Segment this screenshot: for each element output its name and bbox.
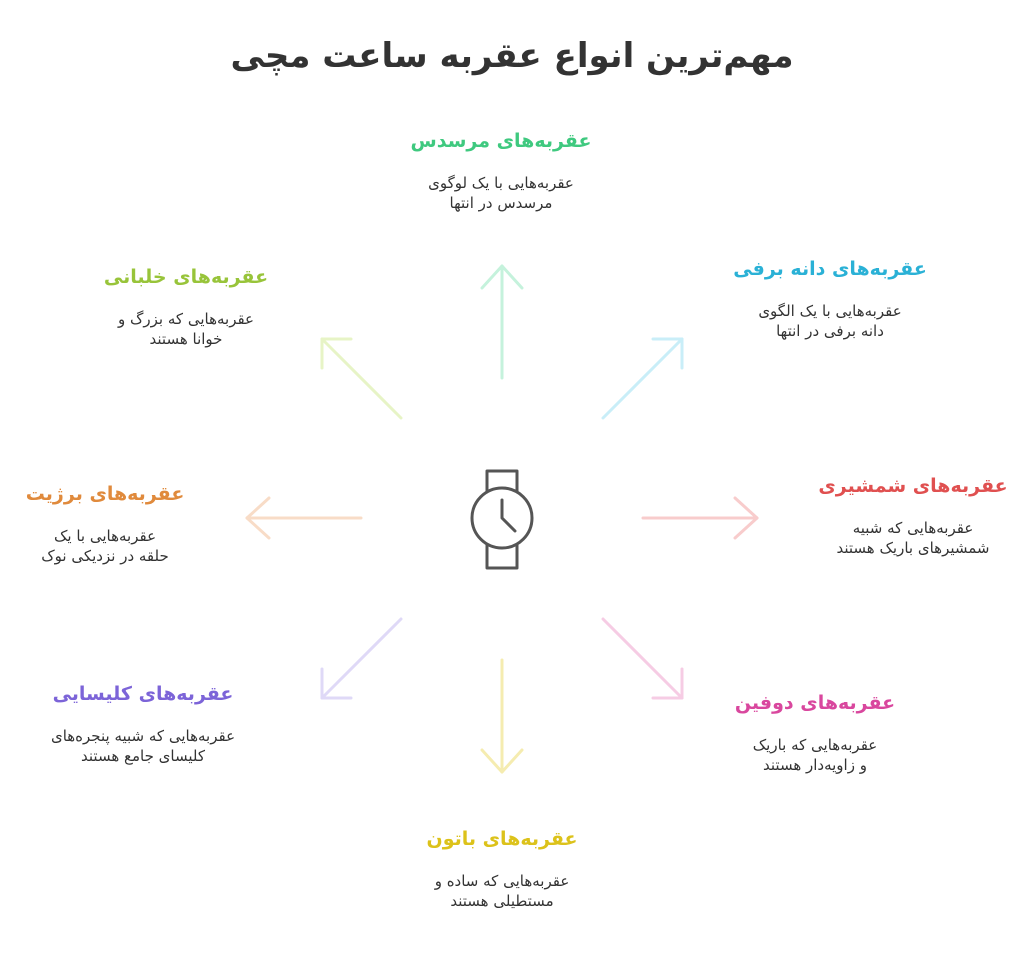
label-description: عقربه‌هایی با یک الگوی دانه برفی در انتها	[758, 302, 902, 340]
arrow-snowflake	[603, 339, 682, 418]
arrow-mercedes	[482, 266, 522, 378]
label-description: عقربه‌هایی که بزرگ و خوانا هستند	[117, 310, 255, 348]
page-title: مهم‌ترین انواع عقربه ساعت مچی	[230, 36, 794, 76]
label-cathedral	[30, 682, 256, 766]
arrow-sword	[643, 498, 757, 538]
label-title: عقربه‌های باتون	[426, 828, 578, 850]
label-breguet	[20, 482, 190, 566]
label-title: عقربه‌های کلیسایی	[52, 683, 234, 705]
arrow-baton	[482, 660, 522, 772]
label-sword	[818, 474, 1008, 558]
arrow-breguet	[247, 498, 361, 538]
label-description: عقربه‌هایی که ساده و مستطیلی هستند	[434, 872, 570, 910]
label-title: عقربه‌های برژیت	[25, 483, 185, 505]
label-title: عقربه‌های شمشیری	[818, 475, 1008, 497]
wristwatch-icon	[472, 471, 532, 568]
label-title: عقربه‌های مرسدس	[410, 130, 592, 152]
arrow-cathedral	[322, 619, 401, 698]
arrow-pilot	[322, 339, 401, 418]
label-description: عقربه‌هایی که شبیه شمشیرهای باریک هستند	[836, 519, 990, 557]
label-title: عقربه‌های دوفین	[734, 692, 896, 714]
label-description: عقربه‌هایی که شبیه پنجره‌های کلیسای جامع هستند	[50, 727, 236, 765]
label-description: عقربه‌هایی با یک لوگوی مرسدس در انتها	[428, 174, 574, 212]
label-title: عقربه‌های دانه برفی	[733, 258, 927, 280]
label-pilot	[96, 265, 276, 349]
label-description: عقربه‌هایی که باریک و زاویه‌دار هستند	[752, 736, 878, 774]
label-description: عقربه‌هایی با یک حلقه در نزدیکی نوک	[41, 527, 169, 565]
label-baton	[402, 827, 602, 911]
label-snowflake	[732, 257, 928, 341]
label-dauphine	[720, 691, 910, 775]
label-title: عقربه‌های خلبانی	[103, 266, 269, 288]
label-mercedes	[401, 129, 601, 213]
arrow-dauphine	[603, 619, 682, 698]
